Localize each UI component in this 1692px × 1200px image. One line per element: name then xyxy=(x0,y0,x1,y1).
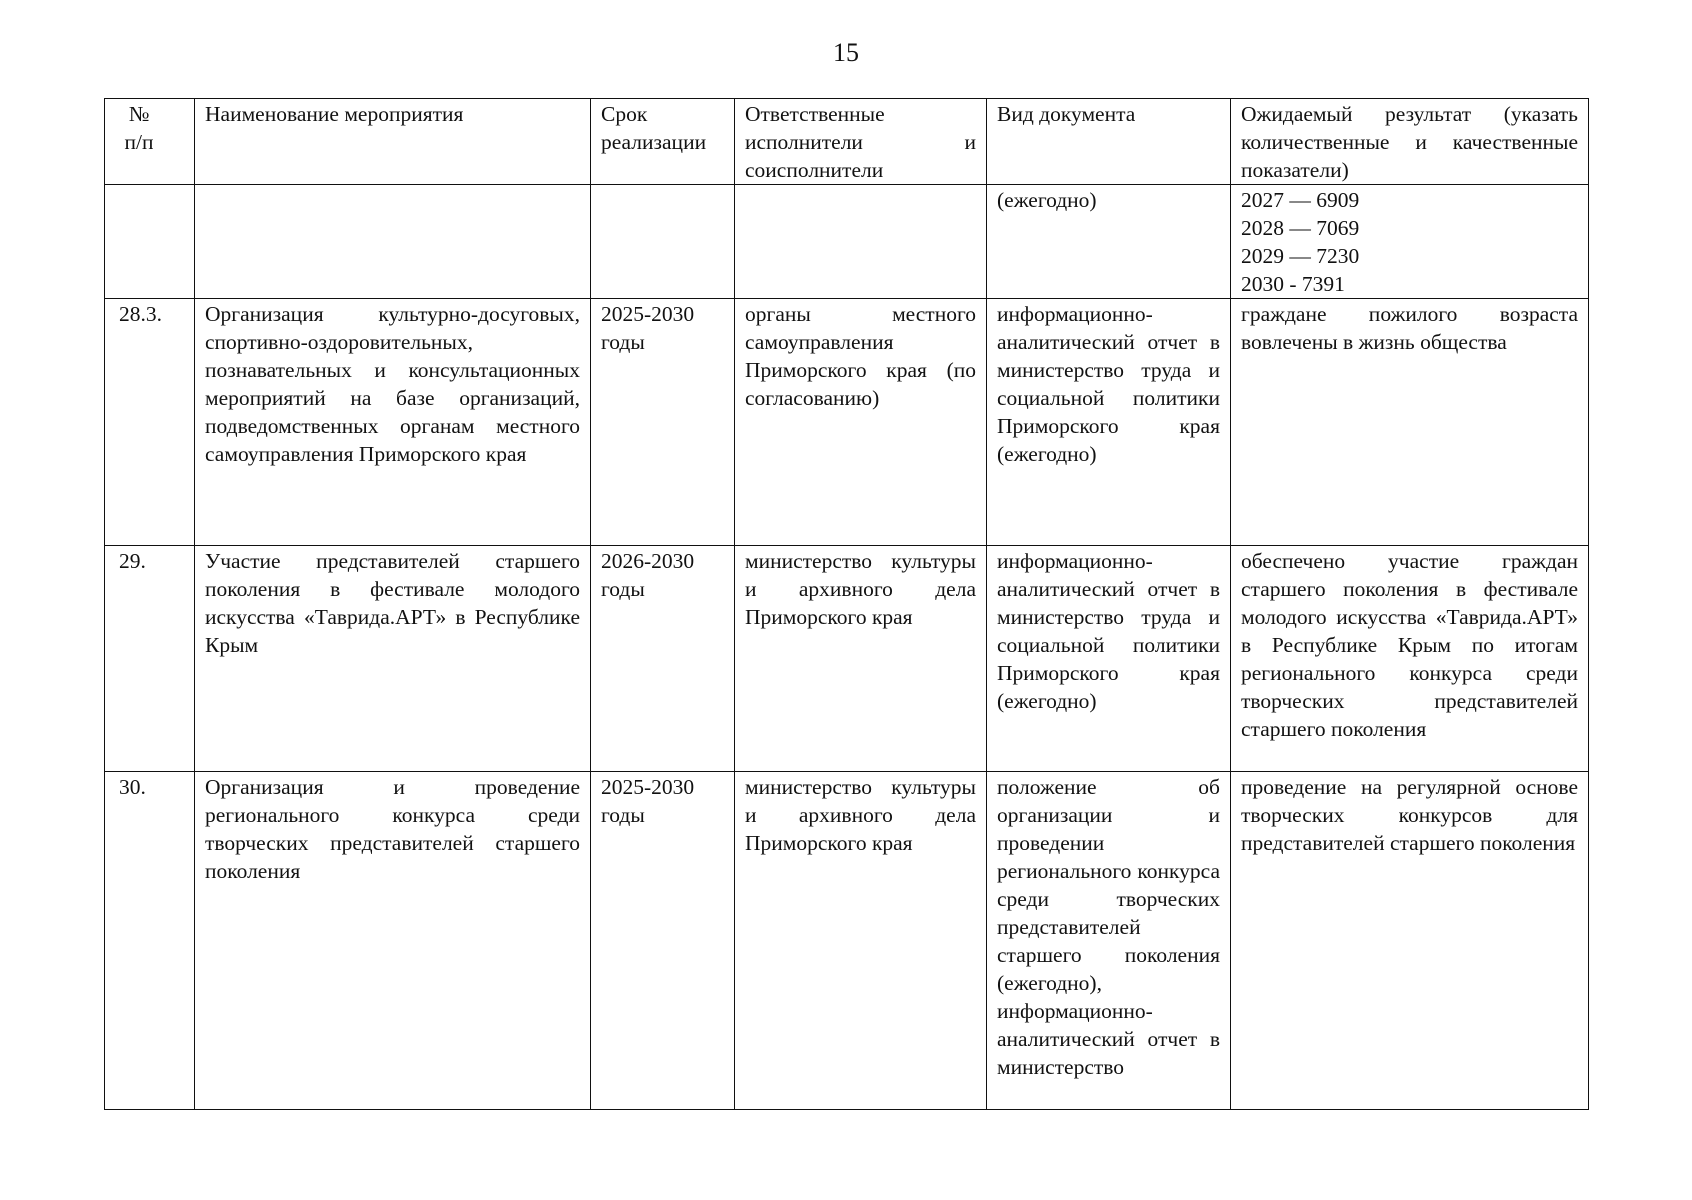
cell-num: 28.3. xyxy=(105,299,195,546)
table-row-continuation xyxy=(105,185,1589,299)
cell-result: проведение на регулярной основе творческих конкурсов для представителей старшего поколения xyxy=(1231,772,1589,1110)
cell-result: обеспечено участие граждан старшего поколения в фестивале молодого искусства «Таврида.АРТ» в Республике Крым по итогам регионального конкурса среди творческих представителей старшего поколения xyxy=(1231,546,1589,772)
activities-table xyxy=(104,98,1589,1110)
cell-name: Участие представителей старшего поколения в фестивале молодого искусства «Таврида.АРТ» в Республике Крым xyxy=(195,546,591,772)
table-row xyxy=(105,772,1589,1110)
cell-doc-type: (ежегодно) xyxy=(987,185,1231,299)
header-term: Срок реализации xyxy=(591,99,735,185)
page-number: 15 xyxy=(833,38,859,67)
header-name: Наименование мероприятия xyxy=(195,99,591,185)
cell-doc-type: информационно-аналитический отчет в министерство труда и социальной политики Приморского края (ежегодно) xyxy=(987,546,1231,772)
table-row xyxy=(105,546,1589,772)
result-line: 2029 — 7230 xyxy=(1241,244,1360,268)
cell-responsible: министерство культуры и архивного дела Приморского края xyxy=(735,772,987,1110)
cell-term: 2025-2030 годы xyxy=(591,299,735,546)
cell-responsible xyxy=(735,185,987,299)
cell-num: 30. xyxy=(105,772,195,1110)
header-num: № п/п xyxy=(105,99,195,185)
cell-name: Организация и проведение регионального конкурса среди творческих представителей старшего поколения xyxy=(195,772,591,1110)
cell-num xyxy=(105,185,195,299)
cell-doc-type: положение об организации и проведении регионального конкурса среди творческих представителей старшего поколения (ежегодно), информационно-аналитический отчет в министерство xyxy=(987,772,1231,1110)
cell-result xyxy=(1231,185,1589,299)
cell-num: 29. xyxy=(105,546,195,772)
cell-term: 2026-2030 годы xyxy=(591,546,735,772)
table-header-row xyxy=(105,99,1589,185)
result-line: 2028 — 7069 xyxy=(1241,216,1360,240)
cell-responsible: органы местного самоуправления Приморского края (по согласованию) xyxy=(735,299,987,546)
cell-term: 2025-2030 годы xyxy=(591,772,735,1110)
cell-responsible: министерство культуры и архивного дела Приморского края xyxy=(735,546,987,772)
cell-term xyxy=(591,185,735,299)
header-result: Ожидаемый результат (указать количественные и качественные показатели) xyxy=(1231,99,1589,185)
table-row xyxy=(105,299,1589,546)
header-responsible: Ответственные исполнители и соисполнители xyxy=(735,99,987,185)
cell-doc-type: информационно-аналитический отчет в министерство труда и социальной политики Приморского края (ежегодно) xyxy=(987,299,1231,546)
header-doc-type: Вид документа xyxy=(987,99,1231,185)
result-line: 2027 — 6909 xyxy=(1241,188,1360,212)
cell-result: граждане пожилого возраста вовлечены в жизнь общества xyxy=(1231,299,1589,546)
result-line: 2030 - 7391 xyxy=(1241,272,1345,296)
cell-name: Организация культурно-досуговых, спортивно-оздоровительных, познавательных и консультационных мероприятий на базе организаций, подведомственных органам местного самоуправления Приморского края xyxy=(195,299,591,546)
cell-name xyxy=(195,185,591,299)
